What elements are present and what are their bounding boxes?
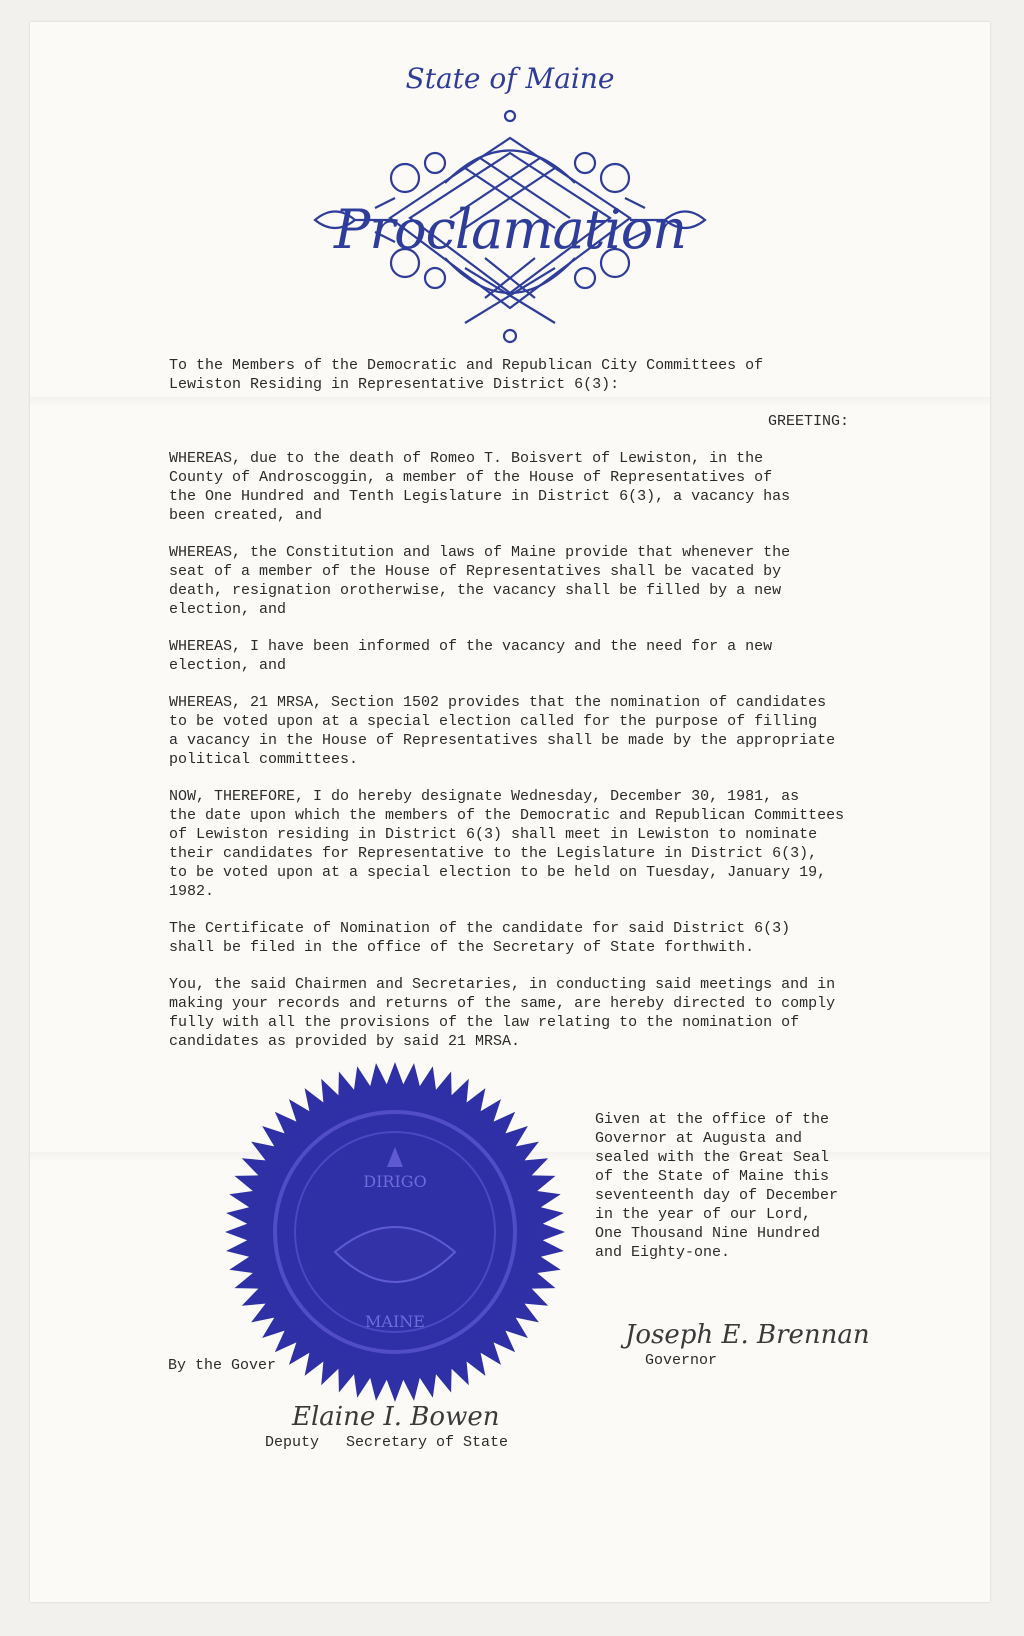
deputy-secretary-title: Deputy Secretary of State	[265, 1434, 509, 1451]
seal-state-name: MAINE	[365, 1312, 425, 1331]
proclamation-crest	[295, 108, 725, 358]
paragraph: WHEREAS, I have been informed of the vacancy and the need for a new election, and	[169, 638, 773, 674]
paragraph: WHEREAS, due to the death of Romeo T. Boisvert of Lewiston, in the County of Androscoggin, a member of the House of Representatives of the One Hundred and Tenth Legislature in District 6(3), a vacancy has been created, and	[169, 450, 791, 524]
paragraph: You, the said Chairmen and Secretaries, in conducting said meetings and in making your records and returns of the same, are hereby directed to comply fully with all the provisions of the law relating to the nomination of candidates as provided by said 21 MRSA.	[169, 976, 836, 1050]
seal-motto: DIRIGO	[363, 1172, 427, 1191]
paragraph: The Certificate of Nomination of the candidate for said District 6(3) shall be filed in the office of the Secretary of State forthwith.	[169, 920, 791, 956]
great-seal	[215, 1052, 575, 1412]
by-the-governor-label: By the Gover	[168, 1357, 277, 1374]
greeting: GREETING:	[767, 413, 849, 430]
seal-icon	[215, 1052, 575, 1412]
paragraph: WHEREAS, the Constitution and laws of Maine provide that whenever the seat of a member of the House of Representatives shall be vacated by death, resignation orotherwise, the vacancy shall be filled by a new election, and	[169, 544, 791, 618]
paragraph: WHEREAS, 21 MRSA, Section 1502 provides that the nomination of candidates to be voted upon at a special election called for the purpose of filling a vacancy in the House of Representatives shall be made by the appropriate political committees.	[169, 694, 836, 768]
given-at-text: Given at the office of the Governor at Augusta and sealed with the Great Seal of the State of Maine this seventeenth day of December in the year of our Lord, One Thousand Nine Hundred and Eighty-one.	[595, 1111, 839, 1261]
proclamation-document	[30, 22, 990, 1602]
state-title: State of Maine	[405, 62, 615, 95]
governor-title: Governor	[645, 1352, 718, 1369]
addressee: To the Members of the Democratic and Republican City Committees of Lewiston Residing in Representative District 6(3):	[169, 357, 764, 393]
deputy-signature: Elaine I. Bowen	[292, 1402, 500, 1432]
proclamation-body	[169, 356, 889, 1069]
paragraph: NOW, THEREFORE, I do hereby designate Wednesday, December 30, 1981, as the date upon which the members of the Democratic and Republican Committees of Lewiston residing in District 6(3) shall meet in Lewiston to nominate their candidates for Representative to the Legislature in District 6(3), to be voted upon at a special election to be held on Tuesday, January 19, 1982.	[169, 788, 845, 900]
document-title: Proclamation	[333, 198, 687, 261]
governor-signature: Joseph E. Brennan	[625, 1320, 870, 1350]
